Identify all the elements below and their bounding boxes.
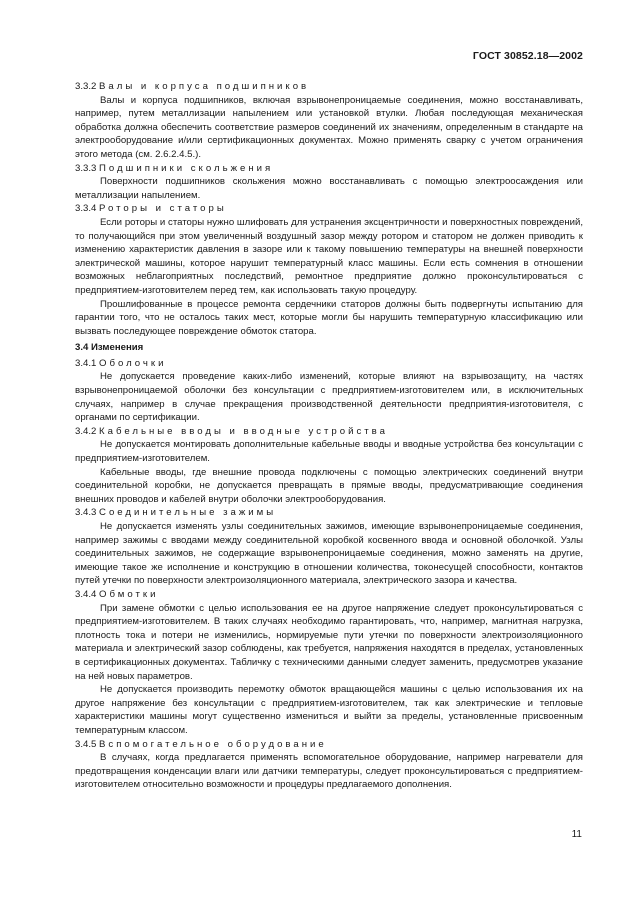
subsection-heading-3-3-2	[75, 80, 583, 94]
paragraph: Не допускается производить перемотку обмоток вращающейся машины с целью использования их на другое напряжение без консультации с предприятием-изготовителем, так как электрические и тепловые характеристики машины могут существенно измениться и выйти за пределы, установленные присвоенным температурным классом.	[75, 684, 583, 736]
subsection-heading-3-3-4	[75, 202, 583, 216]
subsection-title: Оболочки	[99, 357, 167, 369]
subsection-heading-3-4-4	[75, 588, 583, 602]
subsection-heading-3-4-2	[75, 425, 583, 439]
section-heading-3-4: 3.4 Изменения	[75, 342, 144, 354]
paragraph: Кабельные вводы, где внешние провода подключены с помощью электрических соединений внутри соединительной коробки, не допускается превращать в прямые вводы, предусматривающие соединения внешних проводов и кабелей внутри оболочки электрооборудования.	[75, 466, 583, 505]
subsection-number: 3.3.2	[75, 81, 97, 92]
subsection-heading-3-3-3	[75, 162, 583, 176]
paragraph: При замене обмотки с целью использования ее на другое напряжение следует проконсультироваться с предприятием-изготовителем. В таких случаях необходимо гарантировать, что, например, магнитная нагрузка, плотность тока и потери не изменились, нормируемые пути утечки по поверхности электроизоляционного материала и электрический зазор соблюдены, как требуется, напряжения находятся в пределах, установленных в сертификационных документах. Табличку с техническими данными следует заменить, предусмотрев указание на ней новых параметров.	[75, 602, 583, 682]
document-header	[473, 50, 583, 62]
subsection-title: Соединительные зажимы	[99, 507, 277, 519]
paragraph: Поверхности подшипников скольжения можно восстанавливать с помощью электроосаждения или металлизации напылением.	[75, 176, 583, 201]
paragraph: Валы и корпуса подшипников, включая взрывонепроницаемые соединения, можно восстанавливать, например, путем металлизации напылением или установкой втулки. Любая последующая механическая обработка должна обеспечить соответствие размеров соединений их значениям, определенным в стандарте на электрооборудование и/или сертификационных документах. Можно применять сварку с учетом ограничения этого метода (см. 2.6.2.4.5.).	[75, 94, 583, 160]
subsection-number: 3.3.4	[75, 203, 97, 215]
subsection-title: Кабельные вводы и вводные устройства	[99, 425, 388, 437]
subsection-title: Подшипники скольжения	[99, 162, 274, 174]
subsection-heading-3-4-3	[75, 506, 583, 520]
subsection-title: Роторы и статоры	[99, 203, 227, 215]
paragraph: Прошлифованные в процессе ремонта сердечники статоров должны быть подвергнуты испытанию для гарантии того, что не осталось таких мест, которые могли бы нарушить температурную классификацию или вызвать последующее повреждение обмоток статора.	[75, 298, 583, 337]
subsection-title: Вспомогательное оборудование	[99, 738, 327, 750]
subsection-number: 3.4.3	[75, 507, 97, 519]
subsection-number: 3.4.2	[75, 425, 97, 437]
subsection-heading-3-4-5	[75, 738, 583, 752]
subsection-number: 3.4.1	[75, 357, 97, 369]
subsection-number: 3.3.3	[75, 162, 97, 174]
paragraph: В случаях, когда предлагается применять вспомогательное оборудование, например нагреватели для предотвращения конденсации влаги или датчики температуры, следует проконсультироваться с предприятием-изготовителем относительно возможности и процедуры предлагаемого дополнения.	[75, 752, 583, 791]
paragraph: Не допускается проведение каких-либо изменений, которые влияют на взрывозащиту, на частях взрывонепроницаемой оболочки без консультации с предприятием-изготовителем или, в исключительных случаях, например в случае прекращения производственной деятельности предприятия-изготовителя, с органами по сертификации.	[75, 371, 583, 424]
paragraph: Не допускается монтировать дополнительные кабельные вводы и вводные устройства без консультации с предприятием-изготовителем.	[75, 439, 583, 465]
document-body	[75, 80, 583, 792]
subsection-title: Обмотки	[99, 588, 159, 600]
standard-number: ГОСТ 30852.18—2002	[472, 50, 583, 62]
paragraph: Не допускается изменять узлы соединительных зажимов, имеющие взрывонепроницаемые соединения, например зажимы с вводами между соединительной коробкой косвенного ввода и основной оболочкой. Узлы соединительных зажимов, не содержащие взрывонепроницаемые соединения, можно заменять на другие, имеющие такое же исполнение и конструкцию в отношении количества, токонесущей способности, контактов путей утечки по поверхности электроизоляционного материала, электрического зазора и качества.	[75, 521, 583, 587]
paragraph: Если роторы и статоры нужно шлифовать для устранения эксцентричности и поверхностных повреждений, то получающийся при этом увеличенный воздушный зазор между ротором и статором не должен приводить к изменению характеристик давления в зазоре или к такому повышению температуры на внешней поверхности электрической машины, которое нарушит температурный класс машины. Если есть сомнения в отношении возможных неблагоприятных последствий, ремонтное предприятие должно проконсультироваться с предприятием-изготовителем перед тем, как использовать такую процедуру.	[75, 216, 583, 296]
subsection-title: Валы и корпуса подшипников	[99, 81, 310, 92]
page-number: 11	[571, 829, 582, 840]
subsection-heading-3-4-1	[75, 357, 583, 371]
subsection-number: 3.4.5	[75, 738, 97, 750]
subsection-number: 3.4.4	[75, 588, 97, 600]
